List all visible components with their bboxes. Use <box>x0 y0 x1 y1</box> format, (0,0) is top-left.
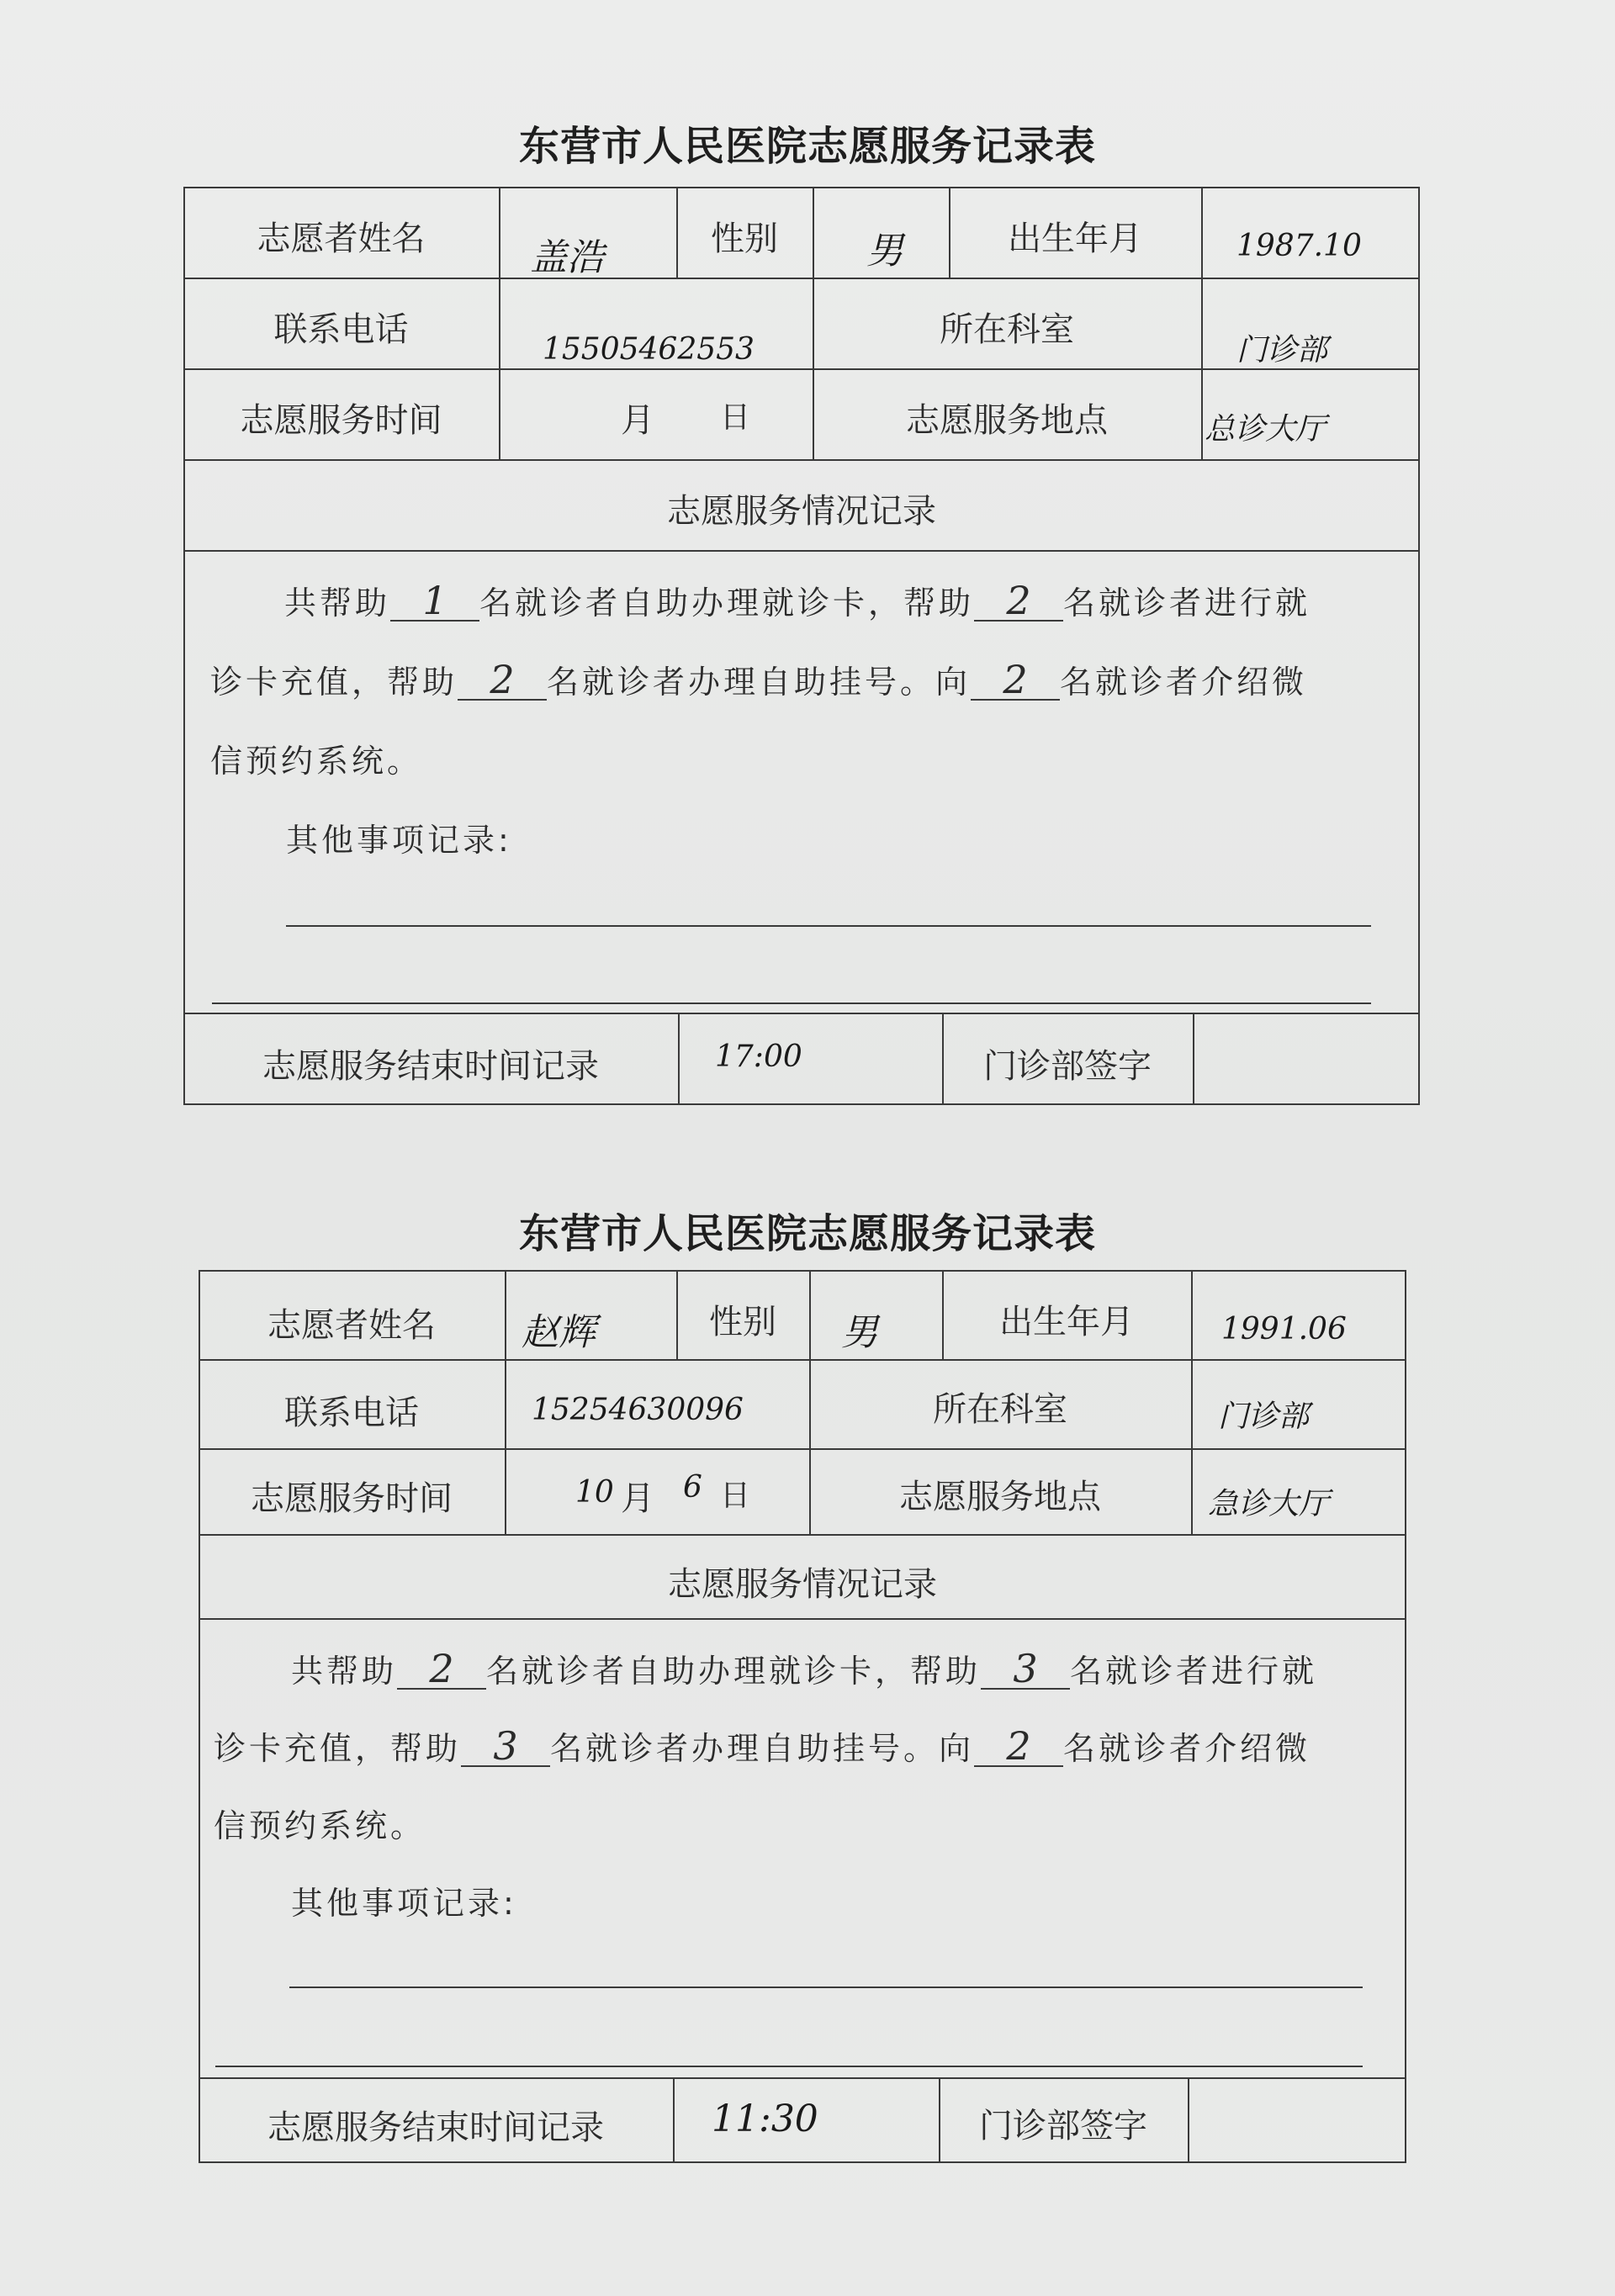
month-label: 月 <box>621 1479 654 1518</box>
record-line-3: 信预约系统。 <box>214 1807 426 1844</box>
service-place-label: 志愿服务地点 <box>899 1478 1101 1516</box>
phone-label: 联系电话 <box>284 1394 419 1432</box>
record-line-2: 诊卡充值，帮助 2 名就诊者办理自助挂号。向 2 名就诊者介绍微 <box>210 657 1308 702</box>
service-place-value[interactable]: 急诊大厅 <box>1208 1487 1330 1521</box>
phone-value[interactable]: 15254630096 <box>532 1393 744 1427</box>
month-label: 月 <box>621 401 654 440</box>
department-value[interactable]: 门诊部 <box>1236 333 1328 368</box>
day-label: 日 <box>720 400 751 435</box>
end-time-value[interactable]: 11:30 <box>712 2098 818 2140</box>
count-wechat-blank[interactable]: 2 <box>971 660 1060 701</box>
service-place-label: 志愿服务地点 <box>906 401 1108 440</box>
form-title: 东营市人民医院志愿服务记录表 <box>518 1210 1096 1257</box>
section-title: 志愿服务情况记录 <box>667 492 936 531</box>
gender-label: 性别 <box>711 220 778 258</box>
section-title: 志愿服务情况记录 <box>668 1565 937 1604</box>
service-month-value[interactable]: 10 <box>575 1475 614 1510</box>
service-time-label: 志愿服务时间 <box>251 1479 453 1518</box>
count-register-blank[interactable]: 3 <box>461 1727 550 1767</box>
end-time-value[interactable]: 17:00 <box>715 1040 802 1074</box>
record-line-1: 共帮助 2 名就诊者自助办理就诊卡，帮助 3 名就诊者进行就 <box>291 1646 1318 1691</box>
department-label: 所在科室 <box>940 310 1074 349</box>
count-recharge-blank[interactable]: 3 <box>981 1649 1070 1690</box>
birth-label: 出生年月 <box>1008 220 1142 258</box>
name-value[interactable]: 赵辉 <box>522 1311 596 1354</box>
other-label: 其他事项记录: <box>291 1885 517 1922</box>
service-day-value[interactable]: 6 <box>683 1470 702 1505</box>
birth-value[interactable]: 1987.10 <box>1236 229 1362 263</box>
gender-value[interactable]: 男 <box>866 230 903 272</box>
name-value[interactable]: 盖浩 <box>530 236 604 279</box>
birth-label: 出生年月 <box>999 1303 1134 1341</box>
record-line-2: 诊卡充值，帮助 3 名就诊者办理自助挂号。向 2 名就诊者介绍微 <box>214 1723 1311 1769</box>
form-title: 东营市人民医院志愿服务记录表 <box>518 123 1096 170</box>
name-label: 志愿者姓名 <box>267 1306 436 1345</box>
service-place-value[interactable]: 总诊大厅 <box>1205 412 1326 447</box>
count-recharge-blank[interactable]: 2 <box>974 581 1063 622</box>
service-time-label: 志愿服务时间 <box>240 401 442 440</box>
signature-label: 门诊部签字 <box>979 2107 1147 2145</box>
gender-value[interactable]: 男 <box>841 1311 878 1354</box>
phone-label: 联系电话 <box>273 310 409 349</box>
count-register-blank[interactable]: 2 <box>458 660 547 701</box>
record-line-1: 共帮助 1 名就诊者自助办理就诊卡，帮助 2 名就诊者进行就 <box>284 578 1311 623</box>
other-line-1[interactable] <box>289 1987 1363 1988</box>
end-time-label: 志愿服务结束时间记录 <box>262 1047 599 1086</box>
record-line-3: 信预约系统。 <box>210 743 423 780</box>
birth-value[interactable]: 1991.06 <box>1221 1312 1347 1346</box>
count-wechat-blank[interactable]: 2 <box>974 1727 1063 1767</box>
end-time-label: 志愿服务结束时间记录 <box>267 2108 604 2147</box>
other-line-2[interactable] <box>215 2066 1363 2067</box>
other-label: 其他事项记录: <box>286 822 512 859</box>
gender-label: 性别 <box>709 1303 776 1341</box>
phone-value[interactable]: 15505462553 <box>543 332 755 367</box>
department-value[interactable]: 门诊部 <box>1218 1399 1310 1434</box>
signature-label: 门诊部签字 <box>983 1047 1152 1086</box>
count-card-blank[interactable]: 1 <box>390 581 479 622</box>
day-label: 日 <box>720 1479 751 1513</box>
department-label: 所在科室 <box>933 1390 1067 1429</box>
count-card-blank[interactable]: 2 <box>397 1649 486 1690</box>
name-label: 志愿者姓名 <box>257 220 426 258</box>
